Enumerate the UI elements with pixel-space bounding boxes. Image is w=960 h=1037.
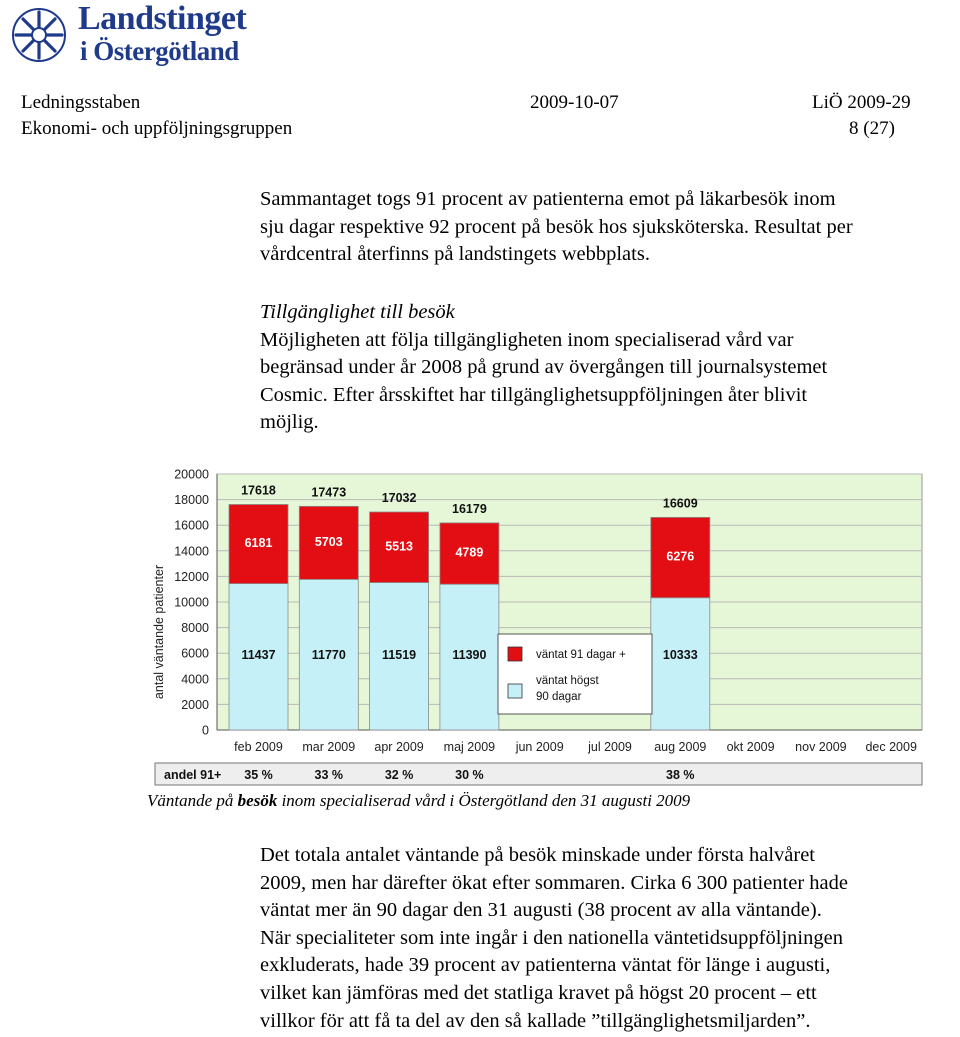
legend-label-high: väntat 91 dagar +: [536, 649, 626, 661]
header-date: 2009-10-07: [530, 92, 619, 113]
footer-row-value: 35 %: [244, 768, 273, 782]
y-tick-label: 6000: [181, 646, 209, 661]
text-line: villkor för att få ta del av den så kallade ”tillgänglighetsmiljarden”.: [260, 1009, 811, 1032]
data-label-low: 11437: [241, 648, 276, 663]
footer-row-value: 33 %: [314, 768, 344, 782]
chart-caption: [147, 791, 690, 811]
caption-prefix: Väntande på: [147, 791, 238, 810]
text-line: sju dagar respektive 92 procent på besök hos sjuksköterska. Resultat per: [260, 215, 853, 238]
legend-swatch-high: [508, 647, 522, 661]
x-tick-label: jul 2009: [588, 740, 632, 754]
text-line: väntat mer än 90 dagar den 31 augusti (38 procent av alla väntande).: [260, 899, 822, 922]
y-tick-label: 16000: [174, 518, 209, 533]
caption-suffix: inom specialiserad vård i Östergötland den 31 augusti 2009: [277, 791, 691, 810]
y-axis-label: antal väntande patienter: [152, 564, 166, 700]
data-label-high: 5513: [385, 539, 414, 554]
data-label-total: 16609: [662, 496, 698, 511]
data-label-low: 11770: [311, 648, 346, 663]
text-line: Möjligheten att följa tillgängligheten inom specialiserad vård var: [260, 328, 794, 351]
logo: [8, 2, 268, 68]
closing-paragraph: [260, 842, 848, 1035]
section-heading: Tillgänglighet till besök: [260, 301, 455, 323]
y-tick-label: 8000: [181, 621, 209, 636]
x-tick-label: jun 2009: [515, 740, 564, 754]
data-label-total: 17618: [241, 483, 276, 498]
section-availability: [260, 299, 827, 437]
data-label-total: 17032: [381, 490, 417, 505]
data-label-low: 11519: [382, 648, 417, 663]
text-line: begränsad under år 2008 på grund av övergången till journalsystemet: [260, 356, 828, 379]
y-tick-label: 18000: [174, 493, 209, 508]
x-tick-label: nov 2009: [795, 740, 847, 754]
x-tick-label: maj 2009: [443, 740, 496, 754]
data-label-high: 6181: [244, 536, 273, 551]
logo-text-line2: i Östergötland: [80, 36, 239, 66]
y-tick-label: 14000: [174, 544, 209, 559]
y-tick-label: 0: [202, 723, 209, 738]
x-tick-label: feb 2009: [234, 740, 283, 754]
waiting-patients-chart: [150, 462, 926, 788]
x-tick-label: okt 2009: [726, 740, 775, 754]
data-label-low: 11390: [452, 648, 487, 663]
data-label-high: 5703: [314, 534, 343, 549]
data-label-high: 6276: [666, 549, 695, 564]
text-line: möjlig.: [260, 411, 319, 434]
caption-bold: besök: [237, 791, 278, 810]
y-tick-label: 12000: [174, 569, 209, 584]
header-department: Ledningsstaben: [21, 92, 141, 113]
text-line: exkluderats, hade 39 procent av patienterna väntat för länge i augusti,: [260, 954, 831, 977]
bar-väntat-högst-90-dagar: [651, 598, 710, 730]
x-tick-label: apr 2009: [374, 740, 424, 754]
text-line: Det totala antalet väntande på besök minskade under första halvåret: [260, 844, 815, 866]
legend-swatch-low: [508, 684, 522, 698]
footer-row-value: 32 %: [384, 768, 414, 782]
x-tick-label: dec 2009: [865, 740, 917, 754]
legend-label-low-line2: 90 dagar: [536, 691, 582, 703]
footer-row-value: 30 %: [455, 768, 484, 782]
x-tick-label: aug 2009: [654, 740, 707, 754]
footer-row-value: 38 %: [666, 768, 695, 782]
y-tick-label: 20000: [174, 467, 209, 482]
data-label-total: 16179: [452, 501, 487, 516]
legend-label-low-line1: väntat högst: [536, 675, 599, 687]
y-tick-label: 4000: [181, 672, 209, 687]
header-reference: LiÖ 2009-29: [812, 92, 911, 113]
y-tick-label: 10000: [174, 595, 209, 610]
intro-paragraph: [260, 186, 853, 269]
text-line: Cosmic. Efter årsskiftet har tillgänglighetsuppföljningen åter blivit: [260, 383, 808, 406]
y-tick-label: 2000: [181, 697, 209, 712]
data-label-total: 17473: [311, 485, 347, 500]
footer-row-label: andel 91+: [164, 768, 222, 782]
x-tick-label: mar 2009: [302, 740, 356, 754]
text-line: vårdcentral återfinns på landstingets webbplats.: [260, 243, 650, 266]
text-line: När specialiteter som inte ingår i den nationella väntetidsuppföljningen: [260, 926, 843, 949]
data-label-low: 10333: [662, 648, 698, 663]
text-line: 2009, men har därefter ökat efter sommaren. Cirka 6 300 patienter hade: [260, 871, 849, 894]
header-group: Ekonomi- och uppföljningsgruppen: [21, 118, 293, 139]
text-line: vilket kan jämföras med det statliga kravet på högst 20 procent – ett: [260, 981, 817, 1004]
landstinget-emblem-icon: [8, 6, 70, 64]
header-page-number: 8 (27): [849, 118, 895, 139]
data-label-high: 4789: [455, 545, 484, 560]
text-line: Sammantaget togs 91 procent av patienterna emot på läkarbesök inom: [260, 188, 836, 210]
logo-text-line1: Landstinget: [78, 0, 247, 37]
